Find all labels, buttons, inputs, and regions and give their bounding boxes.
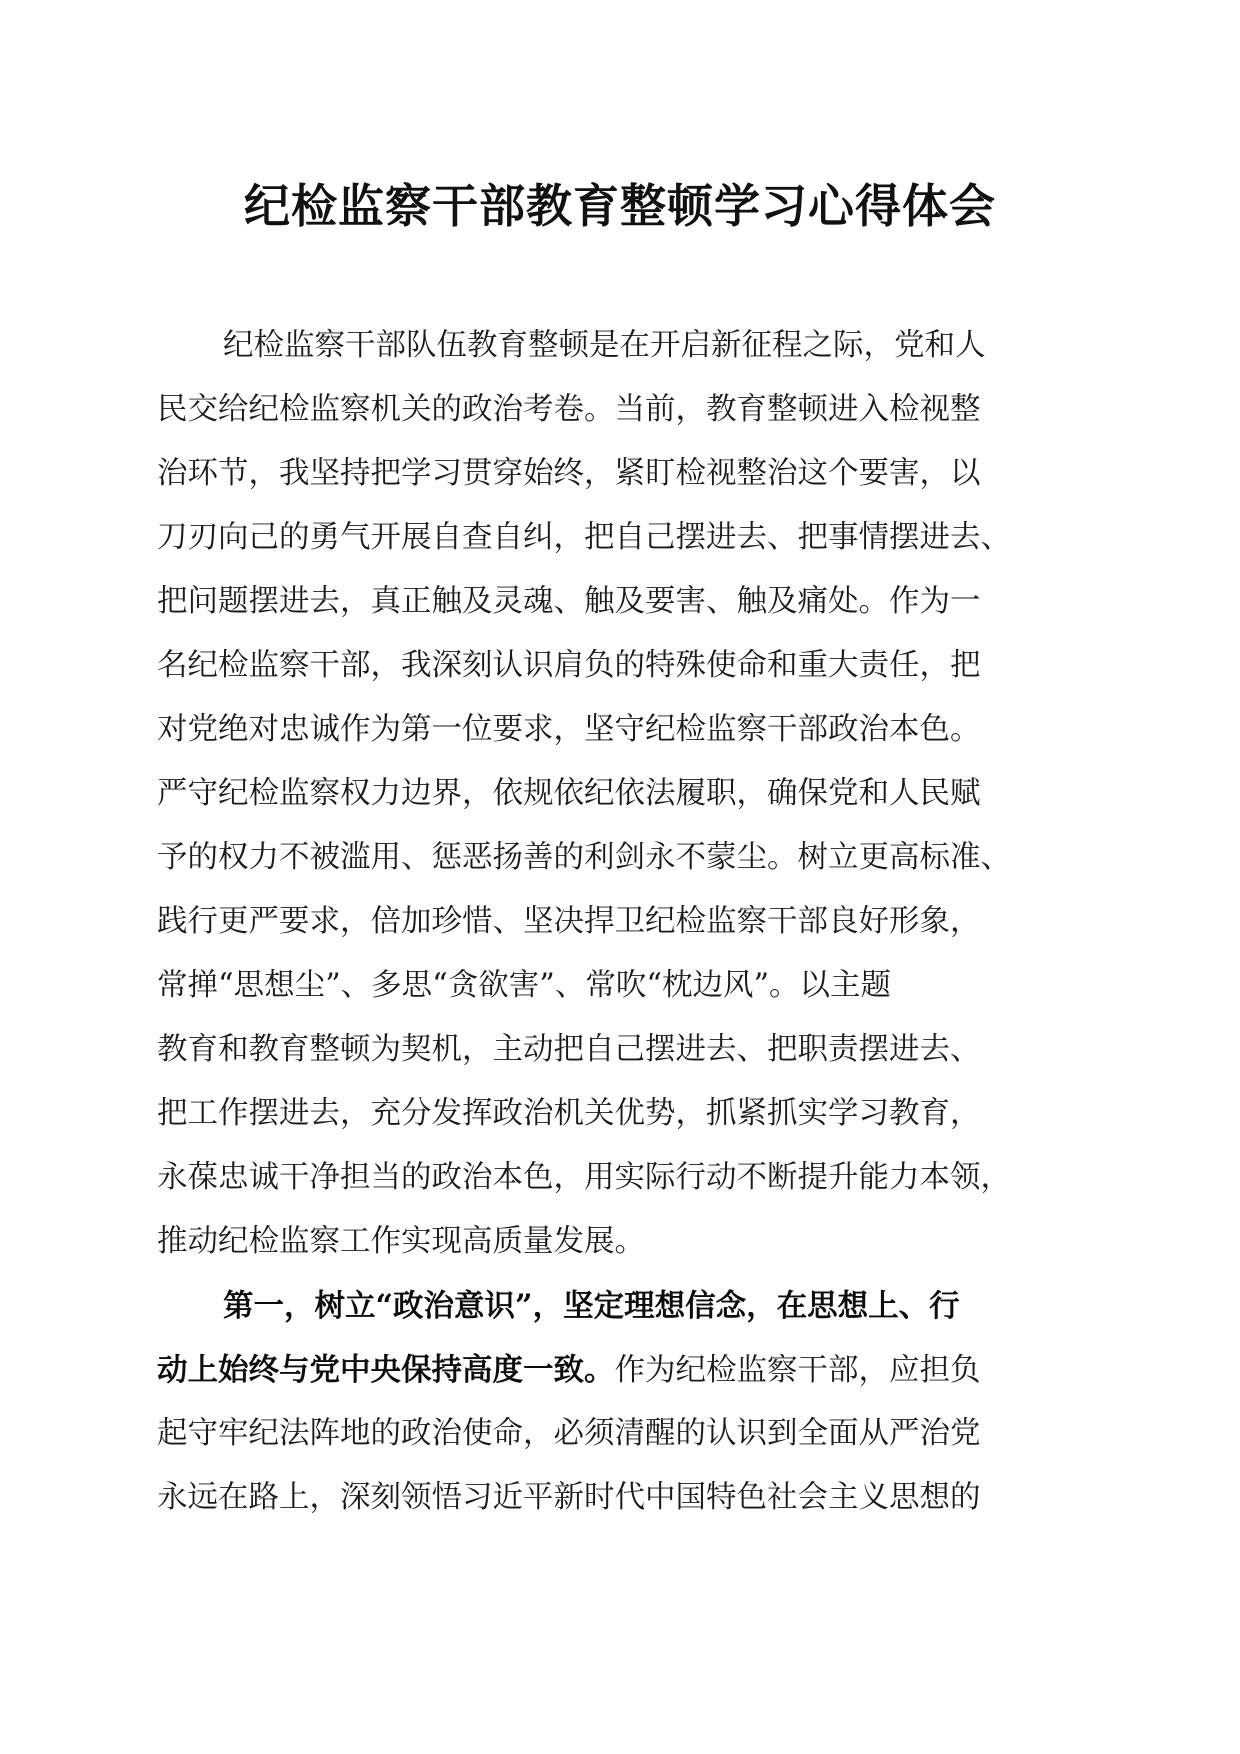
section-mixed-line (157, 1338, 1077, 1402)
paragraph-line: 教育和教育整顿为契机，主动把自己摆进去、把职责摆进去、 (157, 1032, 981, 1067)
paragraph-line: 永葆忠诚干净担当的政治本色，用实际行动不断提升能力本领， (157, 1160, 1011, 1195)
paragraph-line: 对党绝对忠诚作为第一位要求，坚守纪检监察干部政治本色。 (157, 712, 981, 747)
paragraph-line: 把工作摆进去，充分发挥政治机关优势，抓紧抓实学习教育， (157, 1096, 981, 1131)
document-body (157, 314, 1077, 1530)
paragraph-line: 把问题摆进去，真正触及灵魂、触及要害、触及痛处。作为一 (157, 584, 981, 619)
paragraph-line: 纪检监察干部队伍教育整顿是在开启新征程之际，党和人 (223, 328, 986, 363)
paragraph-line: 名纪检监察干部，我深刻认识肩负的特殊使命和重大责任，把 (157, 648, 981, 683)
paragraph-line: 推动纪检监察工作实现高质量发展。 (157, 1224, 645, 1259)
paragraph-line: 严守纪检监察权力边界，依规依纪依法履职，确保党和人民赋 (157, 776, 981, 811)
paragraph-line: 刀刃向己的勇气开展自查自纠，把自己摆进去、把事情摆进去、 (157, 520, 1011, 555)
paragraph-line: 践行更严要求，倍加珍惜、坚决捍卫纪检监察干部良好形象， (157, 904, 981, 939)
paragraph-line: 治环节，我坚持把学习贯穿始终，紧盯检视整治这个要害，以 (157, 456, 981, 491)
document-title: 纪检监察干部教育整顿学习心得体会 (244, 179, 996, 233)
paragraph-line: 予的权力不被滥用、惩恶扬善的利剑永不蒙尘。树立更高标准、 (157, 840, 1011, 875)
section-heading-line: 第一，树立“政治意识”，坚定理想信念，在思想上、行 (223, 1288, 960, 1324)
paragraph-line: 常掸“思想尘”、多思“贪欲害”、常吹“枕边风”。以主题 (157, 968, 892, 1003)
section-body-line: 起守牢纪法阵地的政治使命，必须清醒的认识到全面从严治党 (157, 1416, 981, 1451)
paragraph-line: 民交给纪检监察机关的政治考卷。当前，教育整顿进入检视整 (157, 392, 981, 427)
section-heading-continuation: 动上始终与党中央保持高度一致。 (157, 1352, 615, 1388)
section-body-line: 永远在路上，深刻领悟习近平新时代中国特色社会主义思想的 (157, 1480, 981, 1515)
section-body-text: 作为纪检监察干部，应担负 (614, 1353, 981, 1388)
